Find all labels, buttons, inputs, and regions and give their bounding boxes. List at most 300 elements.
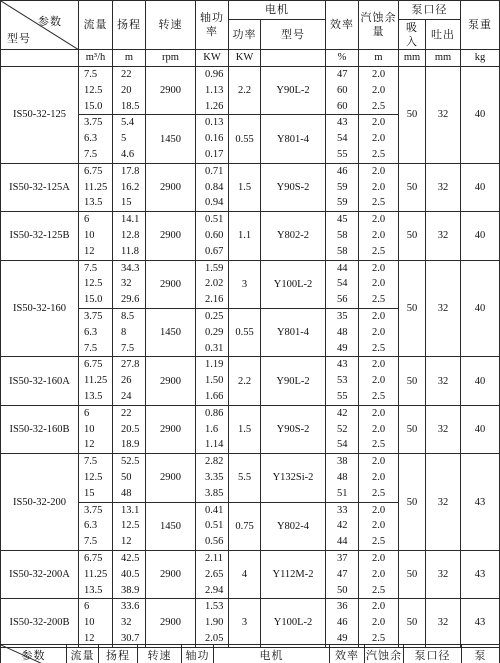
efficiency-cell: [326, 502, 359, 550]
head-cell: [113, 163, 146, 211]
npsh-cell: [359, 212, 399, 260]
spec-row: [1, 550, 500, 598]
speed-cell: 2900: [146, 67, 196, 115]
shaft-power-value: 0.51: [205, 214, 224, 226]
motor-model-cell: Y801-4: [261, 308, 326, 356]
shaft-power-cell: [196, 260, 229, 308]
next-speed-header: 转速: [138, 645, 182, 663]
head-cell: [113, 308, 146, 356]
efficiency-value: 38: [337, 456, 348, 468]
npsh-value: 2.0: [372, 278, 386, 290]
flow-value: 6.3: [84, 520, 98, 532]
speed-cell: 2900: [146, 212, 196, 260]
flow-cell: [79, 405, 113, 453]
efficiency-value: 58: [337, 229, 348, 241]
npsh-value: 2.0: [372, 326, 386, 338]
flow-value: 13.5: [84, 197, 103, 209]
efficiency-value: 45: [337, 214, 348, 226]
discharge-bore-cell: 32: [426, 163, 461, 211]
next-table-header: [0, 644, 500, 663]
shaft-power-header: [196, 1, 229, 50]
model-cell: IS50-32-160B: [1, 405, 79, 453]
head-value: 12: [121, 536, 132, 548]
shaft-power-value: 0.96: [205, 69, 224, 80]
efficiency-value: 58: [337, 245, 348, 257]
flow-value: 12.5: [84, 84, 103, 96]
efficiency-value: 60: [337, 100, 348, 112]
flow-value: 13.5: [84, 390, 103, 402]
next-parameter-label: 参数: [21, 650, 46, 662]
discharge-header: 吐出: [426, 20, 461, 50]
flow-value: 3.75: [84, 117, 103, 129]
shaft-power-value: 2.05: [205, 632, 224, 644]
pump-weight-cell: 43: [461, 599, 500, 647]
suction-bore-cell: 50: [399, 260, 426, 357]
efficiency-value: 42: [337, 520, 348, 532]
flow-value: 15: [84, 487, 95, 499]
motor-power-cell: 2.2: [229, 67, 261, 115]
flow-value: 13.5: [84, 584, 103, 596]
npsh-value: 2.5: [372, 197, 386, 209]
efficiency-value: 59: [337, 197, 348, 209]
discharge-bore-cell: 32: [426, 212, 461, 260]
shaft-power-value: 1.50: [205, 375, 224, 387]
flow-value: 6.75: [84, 165, 103, 177]
efficiency-header: 效率: [326, 1, 359, 50]
head-value: 4.6: [121, 148, 135, 160]
motor-power-cell: 4: [229, 550, 261, 598]
flow-value: 12.5: [84, 278, 103, 290]
flow-value: 11.25: [84, 568, 108, 580]
speed-cell: 2900: [146, 163, 196, 211]
head-value: 24: [121, 390, 132, 402]
flow-value: 12.5: [84, 471, 103, 483]
head-value: 5: [121, 133, 127, 145]
npsh-value: 2.0: [372, 117, 386, 129]
flow-value: 3.75: [84, 310, 103, 322]
shaft-power-cell: [196, 405, 229, 453]
shaft-power-cell: [196, 212, 229, 260]
npsh-value: 2.0: [372, 165, 386, 177]
pump-weight-cell: 40: [461, 67, 500, 164]
model-cell: IS50-32-125: [1, 67, 79, 164]
next-motor-header: 电机: [214, 645, 330, 663]
pump-weight-cell: 40: [461, 405, 500, 453]
npsh-value: 2.5: [372, 100, 386, 112]
motor-model-cell: Y90L-2: [261, 357, 326, 405]
npsh-cell: [359, 599, 399, 647]
npsh-value: 2.0: [372, 456, 386, 468]
model-cell: IS50-32-125B: [1, 212, 79, 260]
flow-value: 10: [84, 617, 95, 629]
spec-row: [1, 599, 500, 647]
flow-value: 12: [84, 632, 95, 644]
efficiency-value: 47: [337, 69, 348, 80]
discharge-bore-cell: 32: [426, 67, 461, 164]
head-cell: [113, 67, 146, 115]
spec-row: [1, 405, 500, 453]
head-cell: [113, 212, 146, 260]
head-value: 52.5: [121, 456, 140, 468]
flow-value: 6.3: [84, 326, 98, 338]
head-value: 7.5: [121, 342, 135, 354]
parameter-label: 参数: [38, 16, 62, 28]
speed-cell: 2900: [146, 454, 196, 502]
flow-value: 7.5: [84, 342, 98, 354]
npsh-value: 2.0: [372, 359, 386, 371]
npsh-value: 2.0: [372, 520, 386, 532]
efficiency-value: 44: [337, 262, 348, 274]
discharge-bore-cell: 32: [426, 550, 461, 598]
npsh-cell: [359, 454, 399, 502]
head-value: 20.5: [121, 423, 140, 435]
efficiency-value: 59: [337, 181, 348, 193]
flow-value: 11.25: [84, 375, 108, 387]
motor-model-cell: Y112M-2: [261, 550, 326, 598]
flow-unit: m³/h: [79, 50, 113, 67]
model-cell: IS50-32-200A: [1, 550, 79, 598]
pump-weight-cell: 43: [461, 454, 500, 551]
flow-cell: [79, 550, 113, 598]
flow-cell: [79, 308, 113, 356]
flow-value: 10: [84, 229, 95, 241]
head-value: 14.1: [121, 214, 140, 226]
shaft-power-cell: [196, 454, 229, 502]
efficiency-value: 54: [337, 439, 348, 451]
efficiency-cell: [326, 599, 359, 647]
motor-model-cell: Y132Si-2: [261, 454, 326, 502]
efficiency-cell: [326, 212, 359, 260]
motor-model-cell: Y100L-2: [261, 599, 326, 647]
npsh-unit: m: [359, 50, 399, 67]
flow-value: 6.3: [84, 133, 98, 145]
shaft-power-value: 0.86: [205, 407, 224, 419]
npsh-value: 2.0: [372, 471, 386, 483]
npsh-cell: [359, 163, 399, 211]
motor-power-cell: 0.55: [229, 308, 261, 356]
npsh-value: 2.5: [372, 536, 386, 548]
suction-bore-cell: 50: [399, 67, 426, 164]
spec-row: [1, 454, 500, 502]
units-blank-cell: [1, 50, 79, 67]
flow-cell: [79, 357, 113, 405]
shaft-power-value: 2.65: [205, 568, 224, 580]
motor-model-cell: Y90S-2: [261, 405, 326, 453]
header-row-1: [1, 1, 500, 20]
efficiency-value: 53: [337, 375, 348, 387]
shaft-power-value: 3.35: [205, 471, 224, 483]
efficiency-value: 35: [337, 310, 348, 322]
shaft-power-value: 2.16: [205, 294, 224, 306]
npsh-value: 2.0: [372, 601, 386, 613]
shaft-power-value: 0.51: [205, 520, 224, 532]
shaft-power-value: 0.60: [205, 229, 224, 241]
flow-cell: [79, 115, 113, 163]
flow-value: 7.5: [84, 262, 98, 274]
flow-cell: [79, 454, 113, 502]
motor-model-cell: Y801-4: [261, 115, 326, 163]
shaft-power-value: 0.16: [205, 133, 224, 145]
efficiency-value: 51: [337, 487, 348, 499]
next-head-header: 扬程: [99, 645, 138, 663]
head-value: 18.9: [121, 439, 140, 451]
npsh-header: [359, 1, 399, 50]
shaft-power-cell: [196, 357, 229, 405]
speed-cell: 2900: [146, 599, 196, 647]
flow-value: 6.75: [84, 552, 103, 564]
shaft-power-value: 2.02: [205, 278, 224, 290]
shaft-power-value: 1.14: [205, 439, 224, 451]
shaft-power-value: 1.6: [205, 423, 219, 435]
motor-power-cell: 0.55: [229, 115, 261, 163]
table-header: [1, 1, 500, 67]
head-value: 8.5: [121, 310, 135, 322]
next-corner-cell: [1, 645, 67, 663]
flow-value: 12: [84, 439, 95, 451]
motor-power-cell: 5.5: [229, 454, 261, 502]
speed-cell: 1450: [146, 308, 196, 356]
head-value: 34.3: [121, 262, 140, 274]
head-value: 27.8: [121, 359, 140, 371]
npsh-value: 2.5: [372, 245, 386, 257]
shaft-power-value: 0.41: [205, 504, 224, 516]
shaft-power-cell: [196, 115, 229, 163]
pump-bore-header: 泵口径: [399, 1, 461, 20]
npsh-value: 2.0: [372, 423, 386, 435]
efficiency-value: 46: [337, 617, 348, 629]
npsh-cell: [359, 502, 399, 550]
speed-unit: rpm: [146, 50, 196, 67]
efficiency-value: 55: [337, 148, 348, 160]
npsh-value: 2.0: [372, 504, 386, 516]
shaft-power-value: 1.66: [205, 390, 224, 402]
flow-value: 10: [84, 423, 95, 435]
pump-weight-cell: 40: [461, 212, 500, 260]
efficiency-cell: [326, 260, 359, 308]
npsh-value: 2.0: [372, 69, 386, 80]
head-value: 38.9: [121, 584, 140, 596]
shaft-power-value: 0.25: [205, 310, 224, 322]
head-value: 26: [121, 375, 132, 387]
efficiency-cell: [326, 67, 359, 115]
head-cell: [113, 599, 146, 647]
npsh-value: 2.5: [372, 148, 386, 160]
speed-cell: 2900: [146, 357, 196, 405]
head-cell: [113, 550, 146, 598]
shaft-power-cell: [196, 67, 229, 115]
shaft-power-value: 1.13: [205, 84, 224, 96]
efficiency-value: 33: [337, 504, 348, 516]
npsh-value: 2.0: [372, 552, 386, 564]
shaft-power-value: 0.84: [205, 181, 224, 193]
npsh-cell: [359, 308, 399, 356]
motor-power-cell: 0.75: [229, 502, 261, 550]
shaft-power-value: 0.94: [205, 197, 224, 209]
efficiency-value: 54: [337, 278, 348, 290]
head-value: 12.5: [121, 520, 140, 532]
motor-header: 电机: [229, 1, 326, 20]
motor-power-cell: 3: [229, 599, 261, 647]
efficiency-value: 52: [337, 423, 348, 435]
efficiency-value: 48: [337, 471, 348, 483]
head-cell: [113, 502, 146, 550]
next-header-row: [1, 645, 500, 663]
shaft-power-value: 2.82: [205, 456, 224, 468]
efficiency-value: 49: [337, 342, 348, 354]
model-cell: IS50-32-200B: [1, 599, 79, 647]
head-value: 22: [121, 407, 132, 419]
suction-header: [399, 20, 426, 50]
head-value: 33.6: [121, 601, 140, 613]
npsh-value: 2.0: [372, 568, 386, 580]
spec-row: [1, 260, 500, 308]
discharge-bore-cell: 32: [426, 260, 461, 357]
shaft-power-value: 0.31: [205, 342, 224, 354]
next-pump-bore-header: 泵口径: [404, 645, 462, 663]
shaft-power-cell: [196, 163, 229, 211]
head-value: 30.7: [121, 632, 140, 644]
suction-header-label: 吸入: [406, 21, 418, 48]
model-label: 型号: [7, 33, 31, 45]
motor-model-header: 型号: [261, 20, 326, 50]
head-value: 32: [121, 617, 132, 629]
next-efficiency-header: 效率: [330, 645, 365, 663]
motor-model-cell: Y802-2: [261, 212, 326, 260]
suction-bore-cell: 50: [399, 163, 426, 211]
discharge-bore-cell: 32: [426, 599, 461, 647]
motor-model-unit-blank: [261, 50, 326, 67]
efficiency-value: 49: [337, 632, 348, 644]
shaft-power-cell: [196, 550, 229, 598]
efficiency-value: 44: [337, 536, 348, 548]
model-cell: IS50-32-125A: [1, 163, 79, 211]
suction-bore-cell: 50: [399, 454, 426, 551]
spec-row: [1, 212, 500, 260]
head-value: 29.6: [121, 294, 140, 306]
suction-bore-cell: 50: [399, 599, 426, 647]
flow-cell: [79, 67, 113, 115]
npsh-value: 2.0: [372, 262, 386, 274]
head-value: 32: [121, 278, 132, 290]
npsh-value: 2.5: [372, 342, 386, 354]
head-value: 11.8: [121, 245, 139, 257]
npsh-value: 2.5: [372, 294, 386, 306]
head-unit: m: [113, 50, 146, 67]
model-cell: IS50-32-160A: [1, 357, 79, 405]
motor-power-cell: 1.5: [229, 405, 261, 453]
efficiency-cell: [326, 357, 359, 405]
next-table-header-strip: [0, 644, 500, 663]
flow-header: 流量: [79, 1, 113, 50]
shaft-power-value: 0.67: [205, 245, 224, 257]
efficiency-value: 37: [337, 552, 348, 564]
table-body: [1, 67, 500, 648]
shaft-power-cell: [196, 308, 229, 356]
suction-bore-cell: 50: [399, 357, 426, 405]
head-cell: [113, 405, 146, 453]
head-value: 40.5: [121, 568, 140, 580]
head-value: 18.5: [121, 100, 140, 112]
shaft-power-value: 3.85: [205, 487, 224, 499]
shaft-power-value: 1.19: [205, 359, 224, 371]
flow-value: 12: [84, 245, 95, 257]
npsh-value: 2.0: [372, 181, 386, 193]
shaft-power-header-label: 轴功率: [200, 12, 224, 38]
corner-box: [1, 1, 79, 49]
next-npsh-header: 汽蚀余: [365, 645, 404, 663]
efficiency-cell: [326, 115, 359, 163]
npsh-cell: [359, 550, 399, 598]
speed-cell: 1450: [146, 115, 196, 163]
shaft-power-cell: [196, 502, 229, 550]
efficiency-value: 56: [337, 294, 348, 306]
motor-power-unit: KW: [229, 50, 261, 67]
motor-power-header: 功率: [229, 20, 261, 50]
motor-power-cell: 1.1: [229, 212, 261, 260]
head-value: 17.8: [121, 165, 140, 177]
discharge-bore-cell: 32: [426, 405, 461, 453]
efficiency-value: 46: [337, 165, 348, 177]
flow-value: 7.5: [84, 148, 98, 160]
flow-value: 6: [84, 601, 90, 613]
head-cell: [113, 115, 146, 163]
head-value: 12.8: [121, 229, 140, 241]
discharge-bore-cell: 32: [426, 357, 461, 405]
npsh-value: 2.5: [372, 390, 386, 402]
flow-value: 7.5: [84, 69, 98, 80]
flow-value: 3.75: [84, 504, 103, 516]
flow-cell: [79, 212, 113, 260]
motor-model-cell: Y100L-2: [261, 260, 326, 308]
spec-row: [1, 357, 500, 405]
shaft-power-cell: [196, 599, 229, 647]
shaft-power-value: 0.29: [205, 326, 224, 338]
flow-value: 6.75: [84, 359, 103, 371]
efficiency-value: 36: [337, 601, 348, 613]
next-shaft-power-header: 轴功: [182, 645, 214, 663]
units-row: [1, 50, 500, 67]
shaft-power-value: 2.11: [205, 552, 223, 564]
head-cell: [113, 260, 146, 308]
flow-value: 7.5: [84, 536, 98, 548]
flow-cell: [79, 163, 113, 211]
efficiency-value: 43: [337, 359, 348, 371]
npsh-cell: [359, 405, 399, 453]
flow-value: 6: [84, 407, 90, 419]
npsh-cell: [359, 67, 399, 115]
efficiency-value: 47: [337, 568, 348, 580]
pump-weight-cell: 40: [461, 260, 500, 357]
head-value: 13.1: [121, 504, 140, 516]
flow-value: 15.0: [84, 100, 103, 112]
npsh-value: 2.0: [372, 617, 386, 629]
shaft-power-value: 1.53: [205, 601, 224, 613]
speed-cell: 1450: [146, 502, 196, 550]
flow-value: 6: [84, 214, 90, 226]
npsh-value: 2.0: [372, 375, 386, 387]
head-value: 5.4: [121, 117, 135, 129]
spec-row: [1, 163, 500, 211]
head-value: 42.5: [121, 552, 140, 564]
shaft-power-value: 0.71: [205, 165, 224, 177]
npsh-value: 2.0: [372, 133, 386, 145]
head-cell: [113, 357, 146, 405]
efficiency-value: 48: [337, 326, 348, 338]
motor-model-cell: Y90S-2: [261, 163, 326, 211]
suction-bore-cell: 50: [399, 550, 426, 598]
flow-cell: [79, 260, 113, 308]
flow-cell: [79, 599, 113, 647]
